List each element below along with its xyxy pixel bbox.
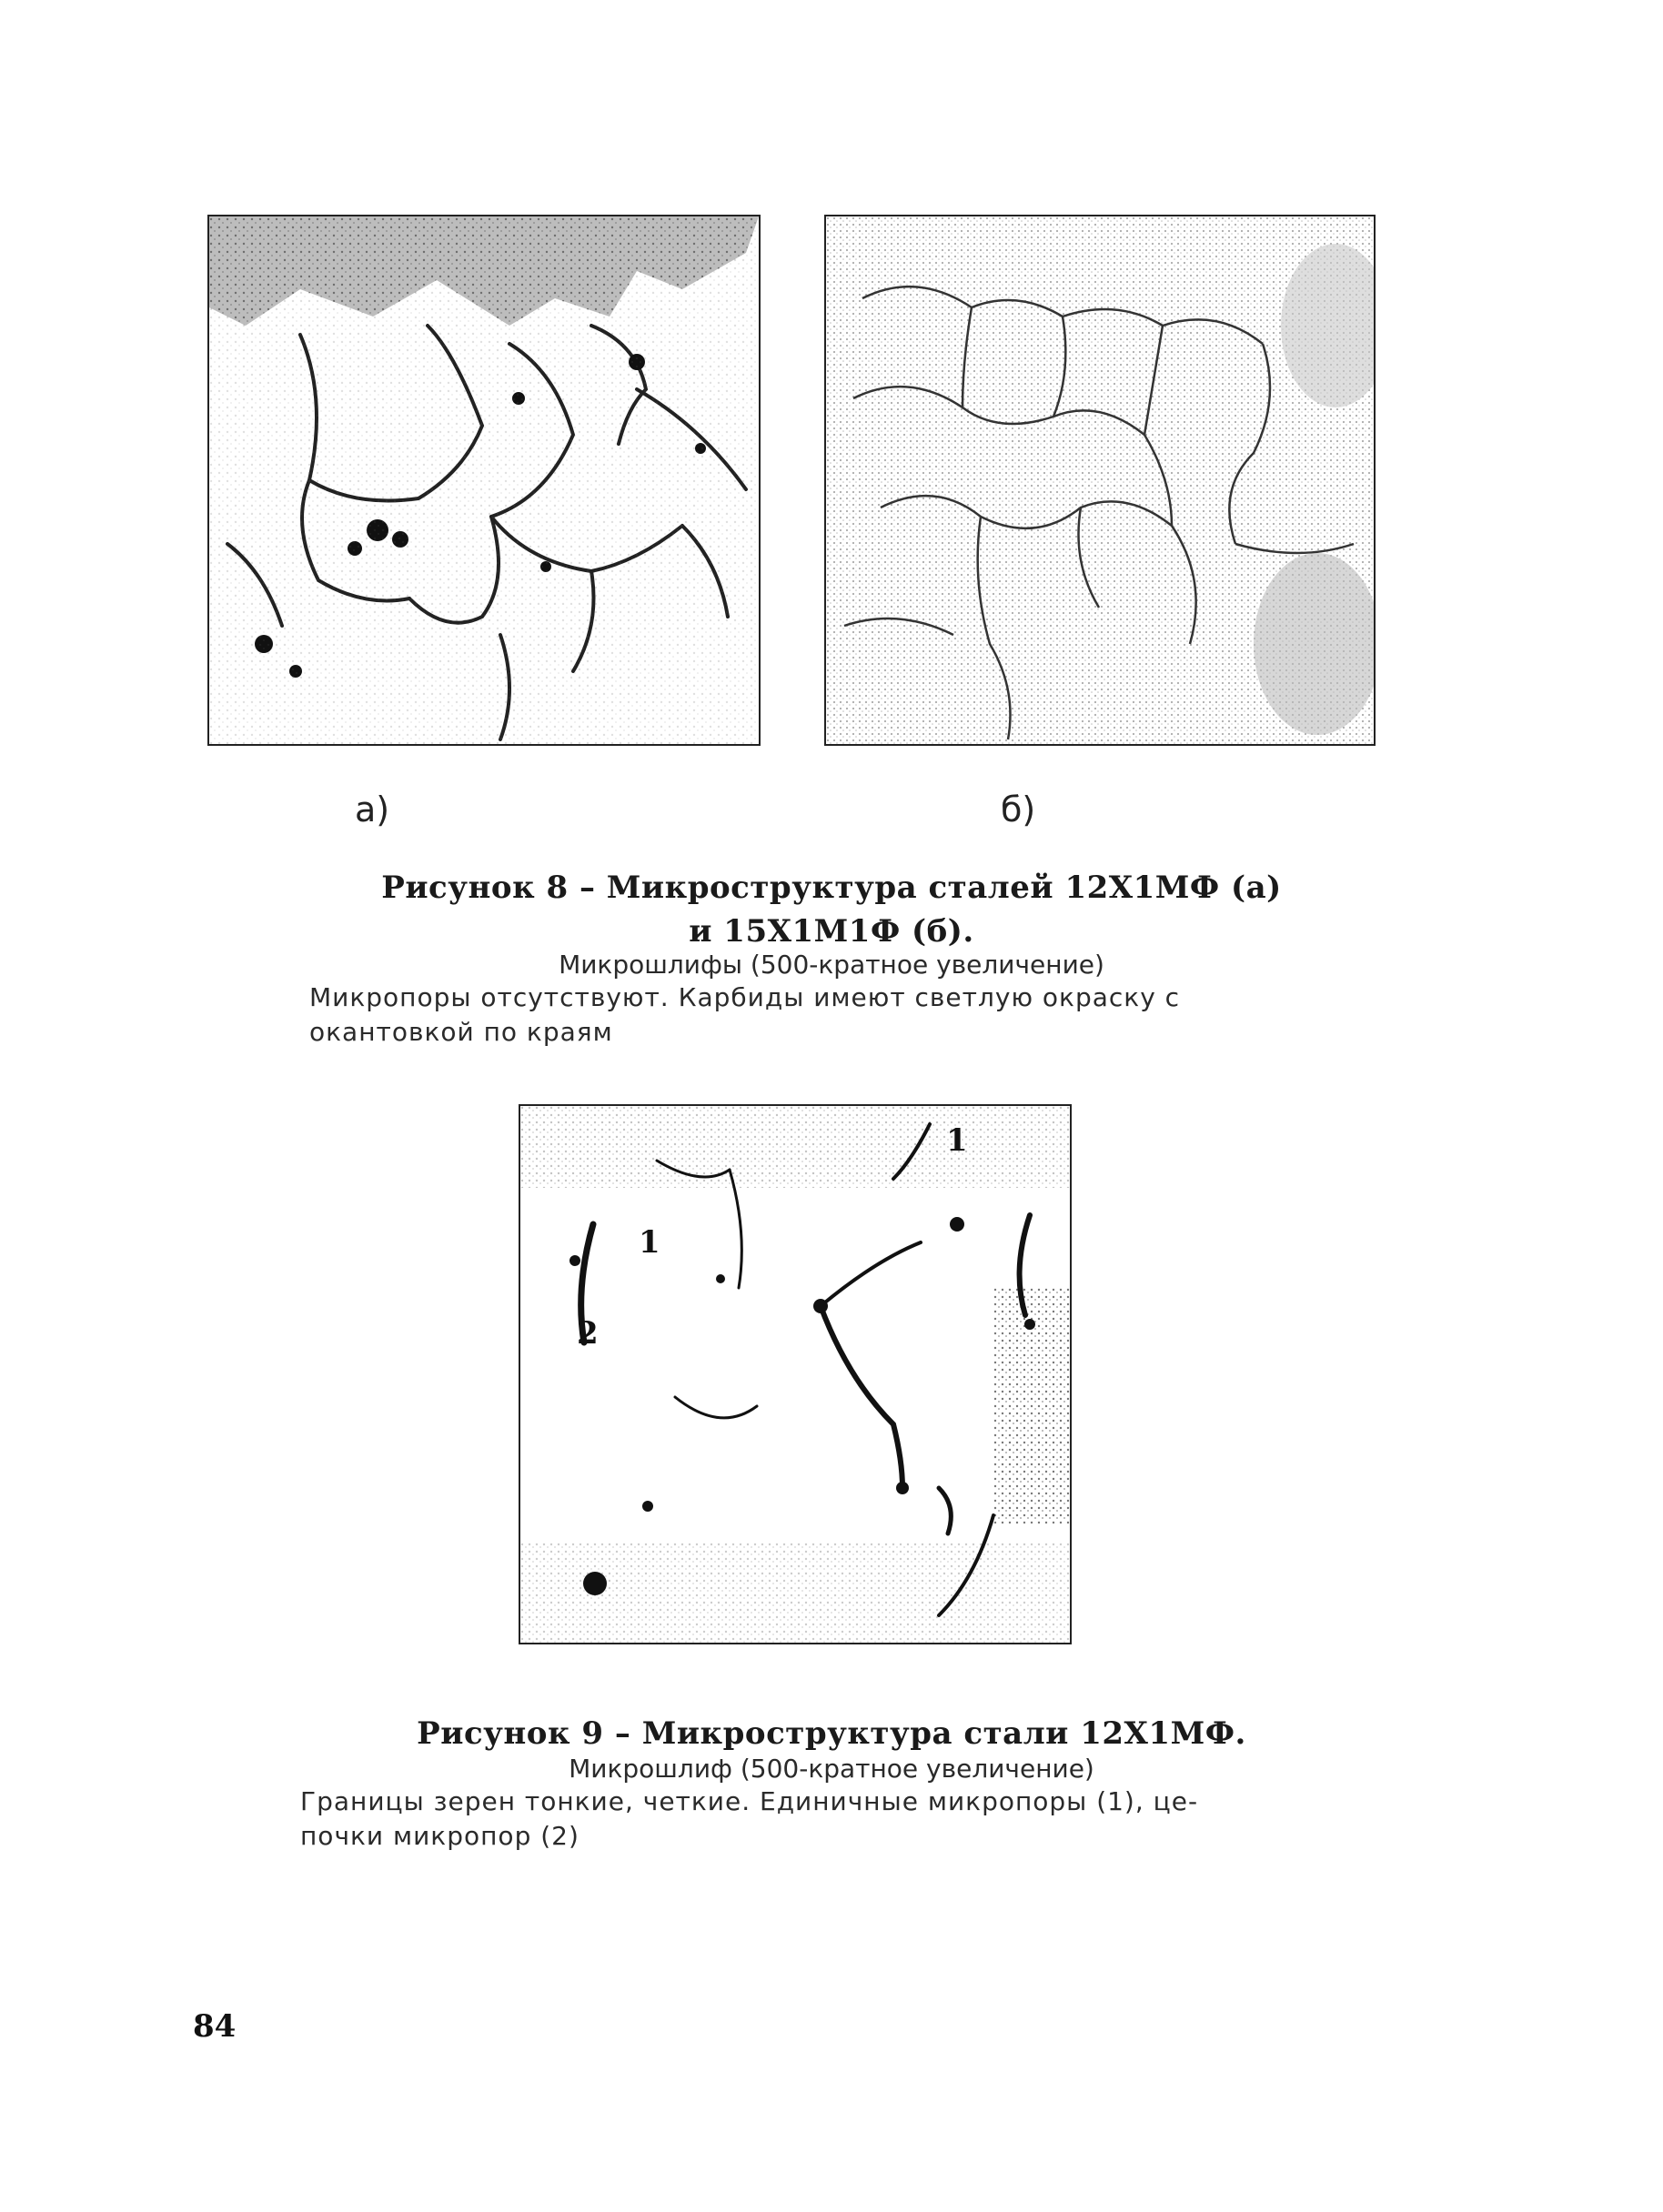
micropore-marker-1: 1 <box>946 1122 968 1159</box>
page-number: 84 <box>193 2008 237 2045</box>
figure-8-title-line2: и 15Х1М1Ф (б). <box>689 913 974 950</box>
figure-9-subtitle: Микрошлиф (500-кратное увеличение) <box>569 1754 1094 1784</box>
micrograph-8b <box>824 215 1376 746</box>
micrograph-8b-image <box>826 216 1374 744</box>
figure-9-title: Рисунок 9 – Микроструктура стали 12Х1МФ. <box>417 1715 1246 1752</box>
micropore-chain-marker-2: 2 <box>577 1315 599 1352</box>
figure-8-description-line2: окантовкой по краям <box>309 1017 613 1047</box>
micropore-marker-1-second: 1 <box>639 1224 660 1261</box>
micrograph-9-image <box>520 1106 1070 1643</box>
figure-8-label-b: б) <box>1001 789 1036 830</box>
figure-8-title-line1: Рисунок 8 – Микроструктура сталей 12Х1МФ (а) <box>381 870 1282 906</box>
micrograph-9 <box>519 1104 1072 1644</box>
figure-8-description-line1: Микропоры отсутствуют. Карбиды имеют светлую окраску с <box>309 982 1181 1012</box>
figure-8-subtitle: Микрошлифы (500-кратное увеличение) <box>559 950 1104 980</box>
micrograph-8a <box>207 215 761 746</box>
figure-9-description-line2: почки микропор (2) <box>300 1821 580 1851</box>
micrograph-8a-image <box>209 216 759 744</box>
figure-9-description-line1: Границы зерен тонкие, четкие. Единичные микропоры (1), це- <box>300 1786 1199 1816</box>
figure-8-label-a: а) <box>355 789 390 830</box>
